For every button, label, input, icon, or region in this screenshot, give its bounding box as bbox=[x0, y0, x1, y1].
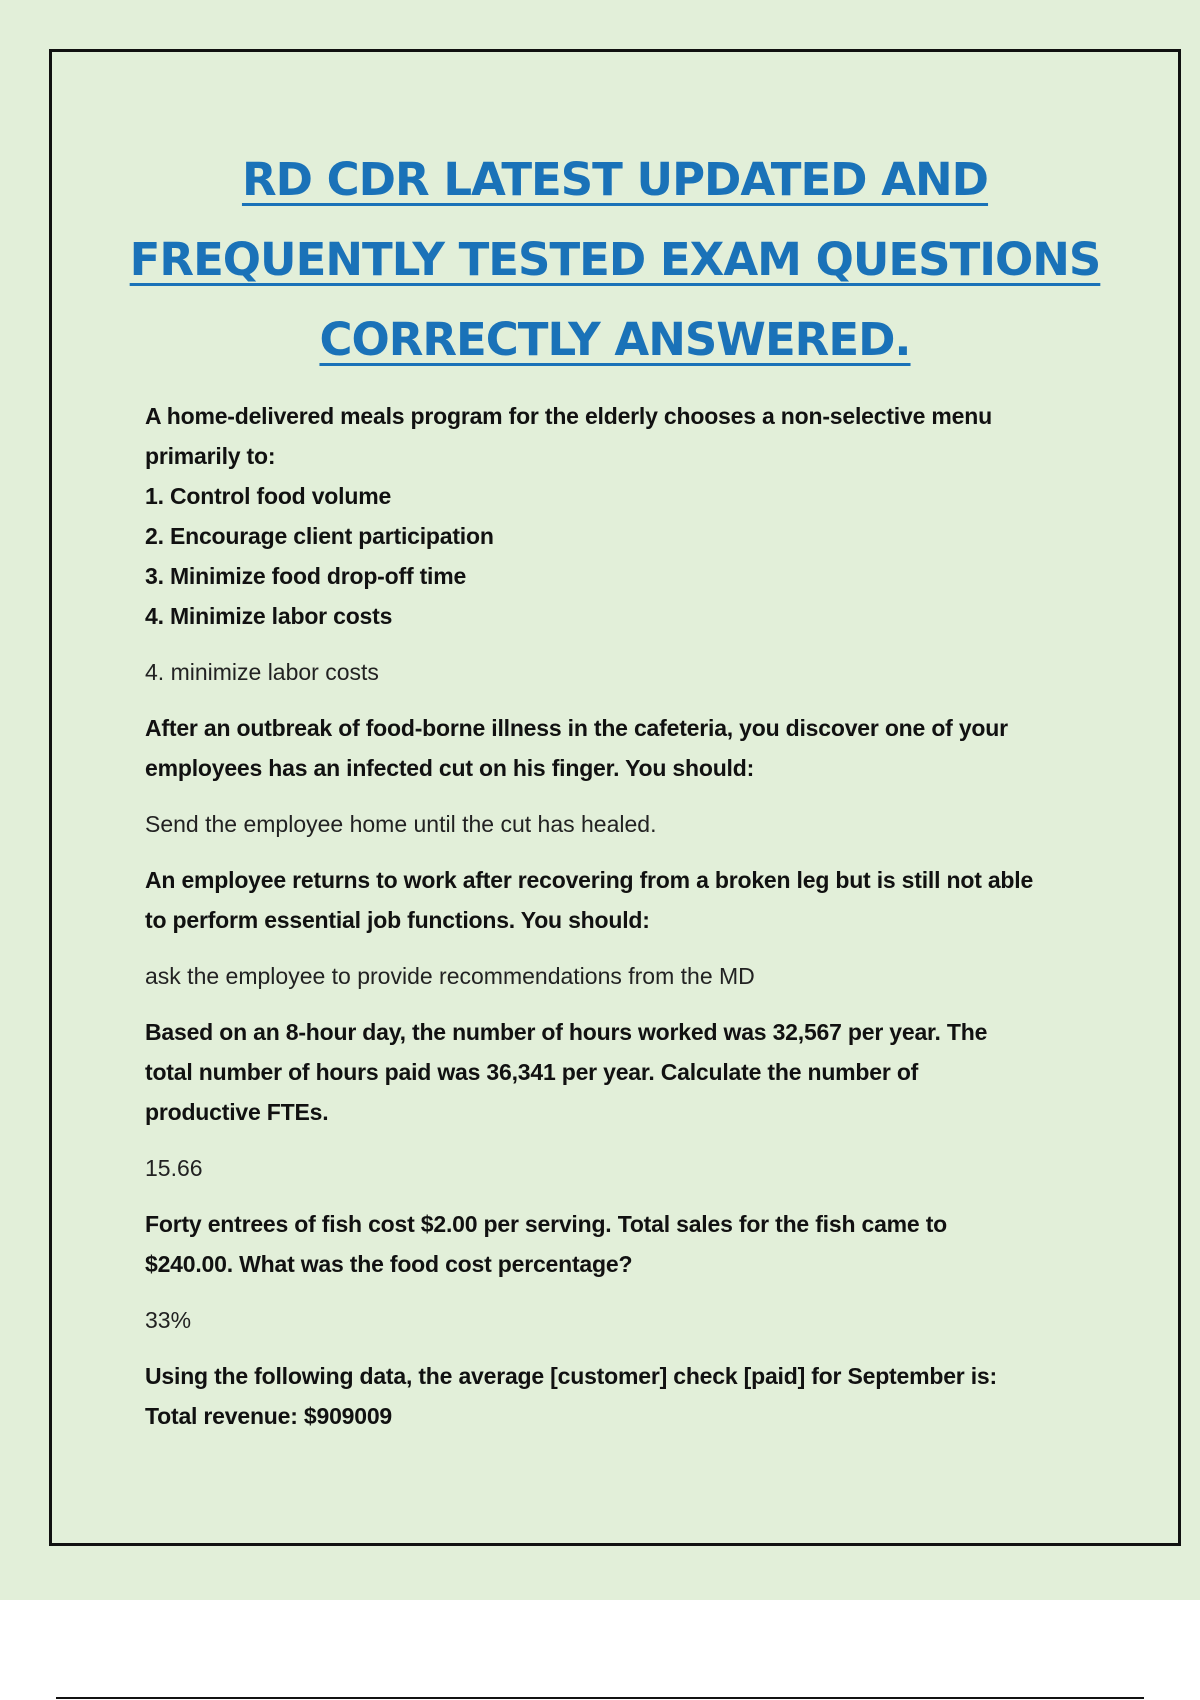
question-block-4 bbox=[145, 1012, 1115, 1188]
question-text: total number of hours paid was 36,341 per year. Calculate the number of bbox=[145, 1059, 919, 1085]
document-title bbox=[60, 140, 1170, 380]
answer-option: 4. Minimize labor costs bbox=[145, 603, 393, 629]
answer-text: 33% bbox=[145, 1307, 192, 1333]
question-text: A home-delivered meals program for the elderly chooses a non-selective menu bbox=[145, 403, 992, 429]
answer-text: ask the employee to provide recommendations from the MD bbox=[145, 963, 755, 989]
answer-option: 3. Minimize food drop-off time bbox=[145, 563, 467, 589]
answer-text: 15.66 bbox=[145, 1155, 203, 1181]
question-text: $240.00. What was the food cost percentage? bbox=[145, 1251, 633, 1277]
answer-option: 1. Control food volume bbox=[145, 483, 392, 509]
question-text: An employee returns to work after recovering from a broken leg but is still not able bbox=[145, 867, 1034, 893]
title-line-2: FREQUENTLY TESTED EXAM QUESTIONS bbox=[129, 233, 1101, 286]
question-text: productive FTEs. bbox=[145, 1099, 329, 1125]
question-text: Using the following data, the average [customer] check [paid] for September is: bbox=[145, 1363, 997, 1389]
question-list bbox=[145, 396, 1115, 1436]
question-block-2 bbox=[145, 708, 1115, 844]
footer-divider bbox=[56, 1697, 1144, 1699]
question-block-5 bbox=[145, 1204, 1115, 1340]
question-block-1 bbox=[145, 396, 1115, 692]
question-block-6 bbox=[145, 1356, 1115, 1436]
question-text: Based on an 8-hour day, the number of hours worked was 32,567 per year. The bbox=[145, 1019, 988, 1045]
question-text: Total revenue: $909009 bbox=[145, 1403, 393, 1429]
title-line-1: RD CDR LATEST UPDATED AND bbox=[241, 153, 989, 206]
question-text: Forty entrees of fish cost $2.00 per serving. Total sales for the fish came to bbox=[145, 1211, 948, 1237]
question-text: primarily to: bbox=[145, 443, 276, 469]
answer-option: 2. Encourage client participation bbox=[145, 523, 494, 549]
answer-text: Send the employee home until the cut has healed. bbox=[145, 811, 657, 837]
question-text: After an outbreak of food-borne illness in the cafeteria, you discover one of your bbox=[145, 715, 1008, 741]
answer-text: 4. minimize labor costs bbox=[145, 659, 379, 685]
title-line-3: CORRECTLY ANSWERED. bbox=[319, 313, 911, 366]
question-block-3 bbox=[145, 860, 1115, 996]
question-text: to perform essential job functions. You should: bbox=[145, 907, 650, 933]
question-text: employees has an infected cut on his finger. You should: bbox=[145, 755, 755, 781]
